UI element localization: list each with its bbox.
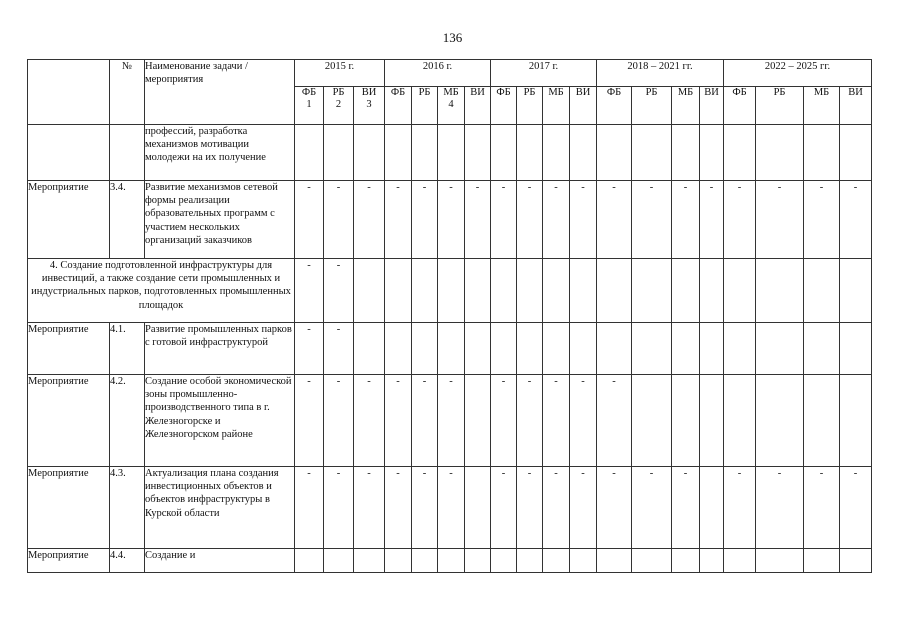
value-cell [354, 125, 385, 181]
value-cell: - [632, 467, 672, 549]
value-cell: - [756, 181, 804, 259]
value-cell [465, 259, 491, 323]
value-cell [700, 467, 724, 549]
header-source-cell [597, 87, 632, 125]
header-source-label: ФБ [606, 87, 622, 98]
header-source-label: РБ [332, 87, 345, 98]
value-cell [385, 125, 412, 181]
value-cell: - [840, 181, 872, 259]
value-cell: - [543, 181, 570, 259]
header-source-label: ВИ [575, 87, 591, 98]
header-source-label: ВИ [361, 87, 377, 98]
value-cell [465, 323, 491, 375]
value-cell: - [295, 375, 324, 467]
value-cell [700, 125, 724, 181]
value-cell: - [295, 323, 324, 375]
value-cell [438, 125, 465, 181]
row-name: Развитие механизмов сетевой формы реализации образовательных программ с участием нескольких организаций заказчиков [145, 181, 295, 259]
value-cell: - [672, 181, 700, 259]
value-cell [570, 125, 597, 181]
header-source-cell [672, 87, 700, 125]
value-cell [543, 323, 570, 375]
value-cell [491, 549, 517, 573]
value-cell: - [597, 375, 632, 467]
value-cell [700, 375, 724, 467]
value-cell [672, 549, 700, 573]
row-kind: Мероприятие [28, 375, 110, 467]
value-cell [840, 549, 872, 573]
header-row-years [28, 60, 872, 87]
value-cell [385, 549, 412, 573]
value-cell: - [354, 375, 385, 467]
row-number [110, 125, 145, 181]
header-source-cell [465, 87, 491, 125]
value-cell [438, 259, 465, 323]
value-cell [491, 323, 517, 375]
value-cell: - [543, 375, 570, 467]
value-cell: - [438, 181, 465, 259]
value-cell [385, 323, 412, 375]
header-source-label: МБ [443, 87, 459, 98]
header-source-label: РБ [523, 87, 536, 98]
value-cell [700, 259, 724, 323]
value-cell: - [412, 181, 438, 259]
value-cell: - [756, 467, 804, 549]
value-cell: - [465, 181, 491, 259]
value-cell [700, 549, 724, 573]
value-cell [385, 259, 412, 323]
value-cell [672, 259, 700, 323]
value-cell: - [412, 375, 438, 467]
header-source-cell [354, 87, 385, 125]
table-row [28, 467, 872, 549]
header-year-2017: 2017 г. [491, 60, 597, 87]
value-cell: - [570, 181, 597, 259]
value-cell [804, 549, 840, 573]
value-cell: - [517, 375, 543, 467]
value-cell [597, 125, 632, 181]
header-source-cell [570, 87, 597, 125]
value-cell [412, 125, 438, 181]
value-cell [465, 125, 491, 181]
value-cell [597, 323, 632, 375]
header-source-cell [491, 87, 517, 125]
row-name: Развитие промышленных парков с готовой инфраструктурой [145, 323, 295, 375]
header-years-2018-2021: 2018 – 2021 гг. [597, 60, 724, 87]
value-cell: - [412, 467, 438, 549]
header-source-cell [756, 87, 804, 125]
value-cell [632, 323, 672, 375]
value-cell [840, 125, 872, 181]
budget-table [27, 59, 872, 573]
value-cell [465, 467, 491, 549]
value-cell: - [672, 467, 700, 549]
value-cell: - [324, 375, 354, 467]
value-cell: - [724, 467, 756, 549]
header-source-label: РБ [645, 87, 658, 98]
value-cell [570, 549, 597, 573]
value-cell: - [597, 467, 632, 549]
value-cell [517, 259, 543, 323]
value-cell: - [385, 467, 412, 549]
value-cell [756, 125, 804, 181]
value-cell [632, 259, 672, 323]
value-cell: - [491, 467, 517, 549]
header-source-note: 2 [335, 99, 342, 110]
value-cell: - [804, 181, 840, 259]
value-cell [354, 323, 385, 375]
header-source-label: ВИ [470, 87, 485, 98]
header-source-label: РБ [418, 87, 431, 98]
row-kind [28, 125, 110, 181]
value-cell [804, 375, 840, 467]
value-cell [756, 549, 804, 573]
value-cell: - [354, 181, 385, 259]
header-source-label: МБ [677, 87, 694, 98]
value-cell [517, 125, 543, 181]
header-source-cell [700, 87, 724, 125]
value-cell: - [295, 259, 324, 323]
row-name: Актуализация плана создания инвестиционных объектов и объектов инфраструктуры в Курской области [145, 467, 295, 549]
page-number: 136 [442, 30, 463, 45]
value-cell [724, 259, 756, 323]
value-cell: - [491, 375, 517, 467]
value-cell [491, 259, 517, 323]
row-name: Создание особой экономической зоны промышленно-производственного типа в г. Железногорске и Железногорском районе [145, 375, 295, 467]
header-year-2016: 2016 г. [385, 60, 491, 87]
value-cell: - [570, 467, 597, 549]
header-source-label: МБ [813, 87, 830, 98]
value-cell [295, 125, 324, 181]
value-cell: - [543, 467, 570, 549]
value-cell [632, 549, 672, 573]
header-source-cell [724, 87, 756, 125]
value-cell: - [354, 467, 385, 549]
value-cell [632, 375, 672, 467]
row-number: 4.1. [110, 323, 145, 375]
value-cell: - [438, 375, 465, 467]
value-cell [354, 549, 385, 573]
row-kind: Мероприятие [28, 323, 110, 375]
value-cell: - [517, 467, 543, 549]
value-cell: - [438, 467, 465, 549]
header-source-cell [295, 87, 324, 125]
value-cell: - [295, 181, 324, 259]
row-name: Создание и [145, 549, 295, 573]
value-cell: - [632, 181, 672, 259]
value-cell: - [385, 375, 412, 467]
header-source-label: РБ [773, 87, 786, 98]
value-cell [700, 323, 724, 375]
value-cell: - [724, 181, 756, 259]
table-row [28, 181, 872, 259]
value-cell [804, 323, 840, 375]
value-cell [543, 549, 570, 573]
value-cell [438, 323, 465, 375]
value-cell [438, 549, 465, 573]
value-cell [412, 549, 438, 573]
value-cell: - [597, 181, 632, 259]
value-cell [570, 323, 597, 375]
header-source-label: ФБ [496, 87, 511, 98]
value-cell [597, 549, 632, 573]
header-source-cell [438, 87, 465, 125]
value-cell: - [385, 181, 412, 259]
header-years-2022-2025: 2022 – 2025 гг. [724, 60, 872, 87]
value-cell [756, 375, 804, 467]
value-cell: - [570, 375, 597, 467]
header-source-note: 4 [448, 99, 454, 110]
header-source-cell [517, 87, 543, 125]
value-cell [517, 549, 543, 573]
value-cell [517, 323, 543, 375]
value-cell: - [804, 467, 840, 549]
value-cell [491, 125, 517, 181]
row-kind: Мероприятие [28, 549, 110, 573]
row-number: 3.4. [110, 181, 145, 259]
value-cell: - [491, 181, 517, 259]
value-cell: - [324, 323, 354, 375]
value-cell [412, 259, 438, 323]
value-cell [543, 259, 570, 323]
value-cell: - [324, 259, 354, 323]
header-source-note: 3 [366, 99, 372, 110]
table-row [28, 549, 872, 573]
header-source-cell [840, 87, 872, 125]
value-cell: - [324, 467, 354, 549]
value-cell [840, 323, 872, 375]
row-name: профессий, разработка механизмов мотивации молодежи на их получение [145, 125, 295, 181]
value-cell [672, 323, 700, 375]
value-cell: - [840, 467, 872, 549]
header-source-cell [412, 87, 438, 125]
row-kind: Мероприятие [28, 181, 110, 259]
header-kind-cell [28, 60, 110, 125]
value-cell [570, 259, 597, 323]
value-cell [840, 375, 872, 467]
header-source-label: ФБ [390, 87, 406, 98]
header-source-label: ФБ [732, 87, 747, 98]
value-cell [295, 549, 324, 573]
value-cell [804, 125, 840, 181]
value-cell [465, 375, 491, 467]
group-title: 4. Создание подготовленной инфраструктуры для инвестиций, а также создание сети промышленных и индустриальных парков, подготовленных промышленных площадок [28, 259, 295, 323]
value-cell [672, 375, 700, 467]
header-source-cell [324, 87, 354, 125]
header-name: Наименование задачи / мероприятия [145, 60, 295, 125]
header-source-label: ВИ [704, 87, 719, 98]
value-cell [354, 259, 385, 323]
header-source-cell [543, 87, 570, 125]
value-cell [756, 259, 804, 323]
header-source-label: МБ [548, 87, 564, 98]
value-cell [804, 259, 840, 323]
table-row [28, 323, 872, 375]
value-cell [724, 323, 756, 375]
value-cell: - [700, 181, 724, 259]
row-number: 4.2. [110, 375, 145, 467]
value-cell [724, 125, 756, 181]
value-cell [465, 549, 491, 573]
row-number: 4.4. [110, 549, 145, 573]
table-row [28, 125, 872, 181]
value-cell [724, 375, 756, 467]
value-cell [597, 259, 632, 323]
header-source-note: 1 [306, 99, 312, 110]
value-cell [543, 125, 570, 181]
header-year-2015: 2015 г. [295, 60, 385, 87]
value-cell [632, 125, 672, 181]
header-number: № [110, 60, 145, 125]
header-source-cell [804, 87, 840, 125]
value-cell [724, 549, 756, 573]
value-cell [672, 125, 700, 181]
table-row [28, 375, 872, 467]
header-source-label: ФБ [301, 87, 317, 98]
value-cell: - [517, 181, 543, 259]
header-source-label: ВИ [848, 87, 863, 98]
header-source-cell [632, 87, 672, 125]
value-cell [324, 125, 354, 181]
row-kind: Мероприятие [28, 467, 110, 549]
value-cell [840, 259, 872, 323]
value-cell: - [324, 181, 354, 259]
group-row [28, 259, 872, 323]
header-source-cell [385, 87, 412, 125]
row-number: 4.3. [110, 467, 145, 549]
value-cell [756, 323, 804, 375]
value-cell: - [295, 467, 324, 549]
value-cell [412, 323, 438, 375]
value-cell [324, 549, 354, 573]
